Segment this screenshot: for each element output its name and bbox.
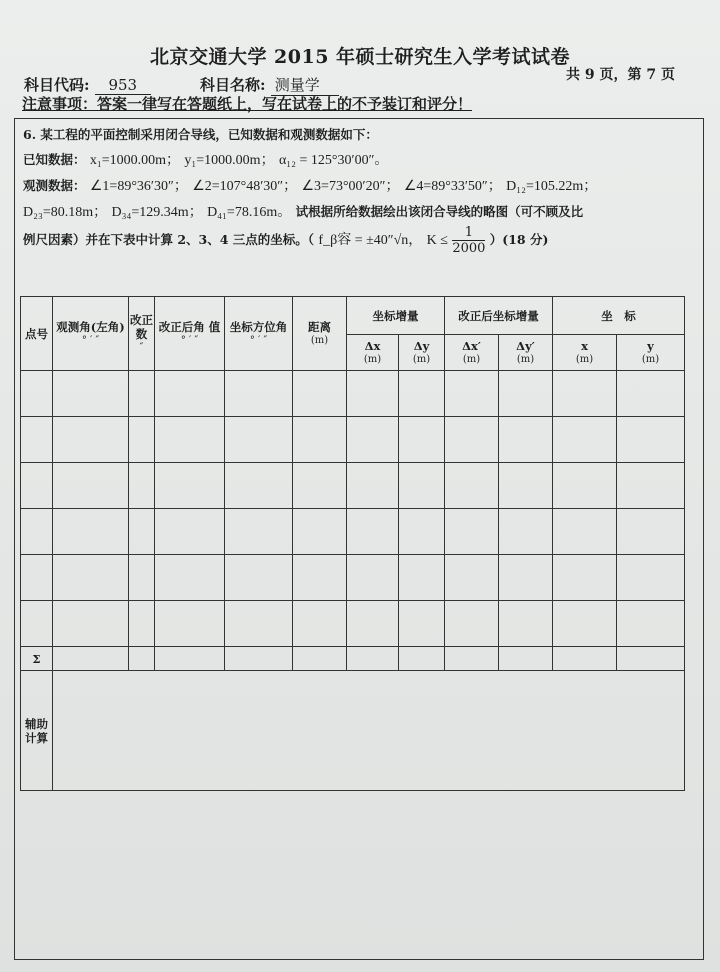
- col-coord-increment: 坐标增量: [347, 297, 445, 335]
- distance-12: D₁₂=105.22m；: [506, 179, 598, 194]
- k-fraction: [452, 225, 485, 256]
- distance-41: D₄₁=78.16m。: [207, 205, 292, 220]
- page-title: 北京交通大学 2015 年硕士研究生入学考试试卷: [149, 46, 571, 68]
- col-dy: Δy (m): [399, 335, 445, 371]
- col-coordinates: 坐 标: [553, 297, 685, 335]
- col-observed-angle: 观测角(左角) ° ′ ″: [53, 297, 129, 371]
- exam-notice: 注意事项：答案一律写在答题纸上，写在试卷上的不予装订和评分！: [22, 95, 473, 113]
- table-row: [21, 601, 685, 647]
- observed-data-line-2: [23, 201, 583, 221]
- col-distance: 距离 (m): [293, 297, 347, 371]
- k-denominator: 2000: [452, 241, 486, 256]
- col-point: 点号: [21, 297, 53, 371]
- subject-code-value: 953: [95, 76, 151, 95]
- subject-name-value: 测量学: [271, 74, 339, 96]
- aux-calc-area: [53, 671, 685, 791]
- angle-tolerance: f_β容 = ±40″√n，: [318, 233, 423, 248]
- k-numerator: 1: [452, 225, 485, 241]
- col-x: x (m): [553, 335, 617, 371]
- question-intro: 6. 某工程的平面控制采用闭合导线，已知数据和观测数据如下：: [23, 127, 378, 142]
- subject-code-label: 科目代码:: [24, 76, 90, 94]
- angle-4: ∠4=89°33′50″；: [403, 179, 502, 194]
- observed-data-label: 观测数据：: [23, 178, 86, 193]
- col-correction: 改正数 ″: [129, 297, 155, 371]
- col-corrected-increment: 改正后坐标增量: [445, 297, 553, 335]
- observed-data-line: [23, 175, 597, 195]
- table-row: [21, 417, 685, 463]
- angle-2: ∠2=107°48′30″；: [192, 179, 298, 194]
- k-label: K ≤: [426, 233, 448, 248]
- col-dy-corrected: Δy′ (m): [499, 335, 553, 371]
- aux-calc-label: 辅助 计算: [21, 671, 53, 791]
- page-count: 共 9 页，第 7 页: [566, 67, 675, 83]
- traverse-table: [20, 296, 685, 791]
- col-dx-corrected: Δx′ (m): [445, 335, 499, 371]
- table-row: [21, 371, 685, 417]
- question-score: ）(18 分): [489, 232, 549, 247]
- known-x1: x₁=1000.00m；: [89, 153, 181, 168]
- angle-3: ∠3=73°00′20″；: [301, 179, 400, 194]
- aux-calc-row: [21, 671, 685, 791]
- sum-label: Σ: [21, 647, 53, 671]
- subject-name-label: 科目名称:: [200, 76, 266, 94]
- known-y1: y₁=1000.00m；: [184, 153, 275, 168]
- question-line-4: [23, 225, 548, 256]
- distance-34: D₃₄=129.34m；: [111, 205, 203, 220]
- known-azimuth: α₁₂ = 125°30′00″。: [278, 153, 389, 168]
- sum-row: [21, 647, 685, 671]
- col-azimuth: 坐标方位角 ° ′ ″: [225, 297, 293, 371]
- question-instruction: 试根据所给数据绘出该闭合导线的略图（可不顾及比: [295, 204, 584, 219]
- table-row: [21, 555, 685, 601]
- col-dx: Δx (m): [347, 335, 399, 371]
- table-row: [21, 463, 685, 509]
- distance-23: D₂₃=80.18m；: [23, 205, 108, 220]
- table-row: [21, 509, 685, 555]
- table-body: [21, 371, 685, 791]
- known-data-label: 已知数据：: [23, 152, 86, 167]
- subject-code: [24, 74, 151, 95]
- known-data-line: [23, 149, 388, 169]
- col-y: y (m): [617, 335, 685, 371]
- col-corrected-angle: 改正后角 值 ° ′ ″: [155, 297, 225, 371]
- question-instruction-2: 例尺因素）并在下表中计算 2、3、4 三点的坐标。（: [23, 232, 315, 247]
- angle-1: ∠1=89°36′30″；: [89, 179, 188, 194]
